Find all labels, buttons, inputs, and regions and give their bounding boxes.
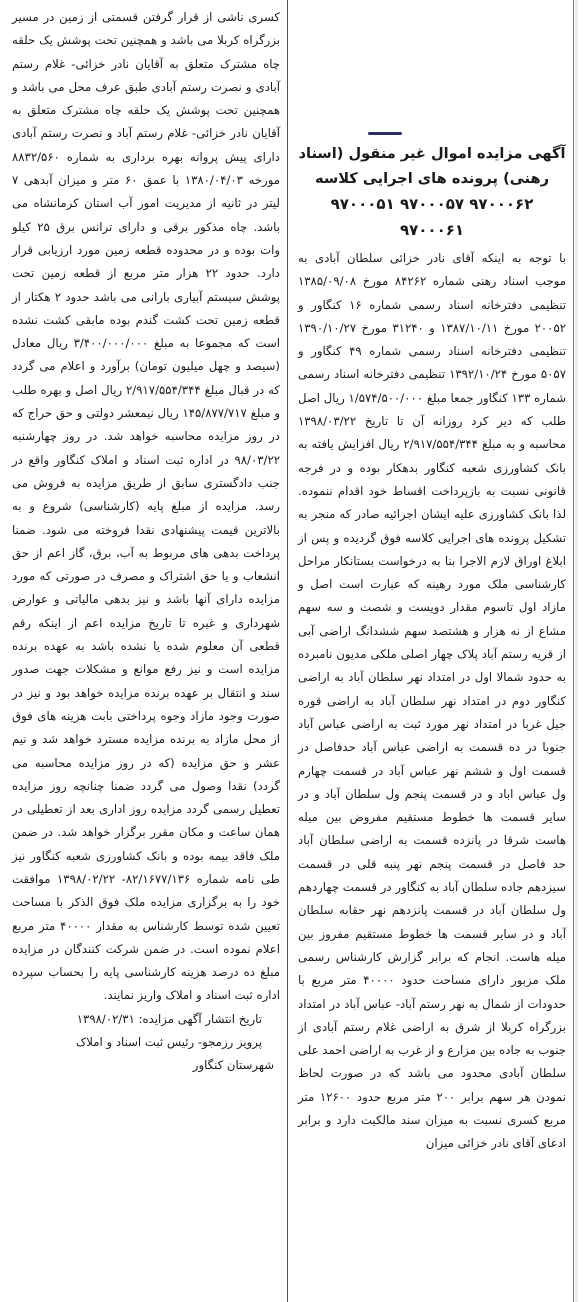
notice-right-column	[290, 0, 572, 1302]
notice-left-column	[6, 0, 286, 1302]
notice-decoration-mark	[368, 132, 402, 135]
notice-body-right: با توجه به اینکه آقای نادر خزائی سلطان آبادی به موجب اسناد رهنی شماره ۸۴۲۶۲ مورخ ۱۳۸۵/۰۹/۰۸ تنظیمی دفترخانه اسناد رسمی شماره ۱۶ کنگاور و ۲۰۰۵۲ مورخ ۱۳۸۷/۱۰/۱۱ و ۳۱۲۴۰ مورخ ۱۳۹۰/۱۰/۲۷ تنظیمی دفترخانه اسناد رسمی شماره ۴۹ کنگاور و ۵۰۵۷ مورخ ۱۳۹۲/۱۰/۲۴ تنظیمی دفترخانه اسناد رسمی شماره ۱۳۳ کنگاور جمعا مبلغ ۱/۵۷۴/۵۰۰/۰۰۰ ریال اصل طلب که دیر کرد روزانه آن تا تاریخ ۱۳۹۸/۰۳/۲۲ محاسبه و به مبلغ ۲/۹۱۷/۵۵۴/۳۴۴ ریال افزایش یافته به بانک کشاورزی شعبه کنگاور بدهکار بوده و در فرجه قانونی نسبت به بازپرداخت اقساط خود اقدام ننموده. لذا بانک کشاورزی علیه ایشان اجرائیه صادر که منجر به تشکیل پرونده های اجرایی کلاسه فوق گردیده و پس از ابلاغ اوراق لازم الاجرا بنا به درخواست بستانکار مراحل کارشناسی ملک مورد رهینه که عبارت است اصل و مازاد اول تاسوم مقدار دویست و شصت و سه سهم مشاع از نه هزار و هشتصد سهم ششدانگ اراضی آبی از قریه رستم آباد پلاک چهار اصلی ملکی مدیون نامبرده به حدود شمالا اول در امتداد نهر سلطان آباد به اراضی کنگاور دوم در امتداد نهر سلطان آباد به اراضی قوره جیل غربا در امتداد نهر مورد ثبت به اراضی عباس آباد جنوبا در ده قسمت به اراضی عباس آباد حدفاصل در قسمت اول و ششم نهر عباس آباد در قسمت چهارم ول عباس اباد و در قسمت پنجم ول سلطان آباد و در سایر قسمت ها خطوط مستقیم مفروض بین میله هاست شرقا در پانزده قسمت به اراضی سلطان آباد حد فاصل در قسمت پنجم نهر پنبه قلی در قسمت سیزدهم جاده سلطان آباد به کنگاور در قسمت چهاردهم ول سلطان آباد در قسمت پانزدهم نهر حقابه سلطان آباد و در سایر قسمت ها خطوط مستقیم مفروز بین میله هاست. انجام که برابر گزارش کارشناس رسمی ملک مزبور دارای مساحت حدود ۴۰۰۰۰ متر مربع با حدودات از شمال به نهر رستم آباد- عباس آباد در امتداد بزرگراه کربلا از شرق به اراضی غلام رستم آبادی از جنوب به جاده بین مزارع و از غرب به اراضی احمد علی سلطان آبادی محدود می باشد که در صورت لحاظ نمودن هر سهم برابر ۲۰۰ متر مربع حدود ۱۲۶۰۰ متر مربع کسری نسبت به میزان سند مالکیت دارد و برابر ادعای آقای نادر خزائی میزان	[298, 251, 567, 1151]
page-margin-strip	[575, 0, 578, 1302]
notice-title: آگهی مزایده اموال غیر منقول (اسناد رهنی) پرونده های اجرایی کلاسه	[298, 145, 566, 187]
column-divider	[287, 0, 288, 1302]
signer-name: پرویز رزمجو- رئیس ثبت اسناد و املاک	[75, 1035, 262, 1050]
signer-organization: شهرستان کنگاور	[192, 1058, 274, 1073]
publish-date: تاریخ انتشار آگهی مزایده: ۱۳۹۸/۰۲/۳۱	[76, 1011, 262, 1026]
case-numbers: ۹۷۰۰۰۶۲ ۹۷۰۰۰۵۷ ۹۷۰۰۰۵۱ ۹۷۰۰۰۶۱	[330, 195, 534, 239]
notice-body-left: کسری ناشی از قرار گرفتن قسمتی از زمین در مسیر بزرگراه کربلا می باشد و همچنین تحت پوشش یک حلقه چاه مشترک متعلق به آقایان نادر خزائی- غلام رستم آبادی و نصرت رستم آبادی طبق عرف محل می باشد و همچنین تحت پوشش یک حلقه چاه مشترک متعلق به آقایان نادر خزائی- غلام رستم آباد و نصرت رستم آبادی دارای پیش پروانه بهره برداری به شماره ۸۸۳۲/۵۶۰ مورخه ۱۳۸۰/۰۴/۰۳ با عمق ۶۰ متر و میزان آبدهی ۷ لیتر در ثانیه از مدیریت امور آب استان کرمانشاه می باشد. چاه مذکور برقی و دارای ترانس برق ۲۵ کیلو وات بوده و در محدوده قطعه زمین مورد ارزیابی قرار دارد. حدود ۲۲ هزار متر مربع از قطعه زمین تحت پوشش سیستم آبیاری بارانی می باشد حدود ۲ هکتار از قطعه زمین تحت کشت گندم بوده مابقی کشت نشده است که مجموعا به مبلغ ۳/۴۰۰/۰۰۰/۰۰۰ ریال معادل (سیصد و چهل میلیون تومان) برآورد و اعلام می گردد که در قبال مبلغ ۲/۹۱۷/۵۵۴/۳۴۴ ریال اصل و بهره طلب و مبلغ ۱۴۵/۸۷۷/۷۱۷ ریال نیمعشر دولتی و حق حراج که در روز مزایده محاسبه خواهد شد. در روز چهارشنبه ۹۸/۰۳/۲۲ در اداره ثبت اسناد و املاک کنگاور واقع در جنب دادگستری سابق از طریق مزایده به فروش می رسد. مزایده از مبلغ پایه (کارشناسی) شروع و به بالاترین قیمت پیشنهادی نقدا فروخته می شود. ضمنا پرداخت بدهی های مربوط به آب، برق، گاز اعم از حق انشعاب و یا حق اشتراک و مصرف در صورتی که مورد مزایده دارای آنها باشد و نیز بدهی مالیاتی و عوارض شهرداری و غیره تا تاریخ مزایده اعم از اینکه رقم قطعی آن معلوم شده یا نشده باشد به عهده برنده مزایده است و نیز رفع موانع و مشکلات جهت صدور سند و انتقال بر عهده برنده مزایده خواهد بود و نیز در صورت وجود مازاد وجوه پرداختی بابت هزینه های فوق از محل مازاد به برنده مزایده مسترد خواهد شد و نیم عشر و حق مزایده (که در روز مزایده محاسبه می گردد) نقدا وصول می گردد ضمنا چنانچه روز مزایده تعطیل رسمی گردد مزایده روز اداری بعد از تعطیلی در همان ساعت و مکان مقرر برگزار خواهد شد. در ضمن ملک فاقد بیمه بوده و بانک کشاورزی شعبه کنگاور نیز طی نامه شماره ۸۲/۱۶۷۷/۱۳۶- ۱۳۹۸/۰۲/۲۲ موافقت خود را به برگزاری مزایده ملک فوق الذکر با مساحت تعیین شده توسط کارشناس به مقدار ۴۰۰۰۰ متر مربع اعلام نموده است. در ضمن شرکت کنندگان در مزایده مبلغ ده درصد هزینه کارشناسی پایه را بحساب سپرده اداره ثبت اسناد و املاک واریز نمایند.	[12, 10, 281, 1003]
